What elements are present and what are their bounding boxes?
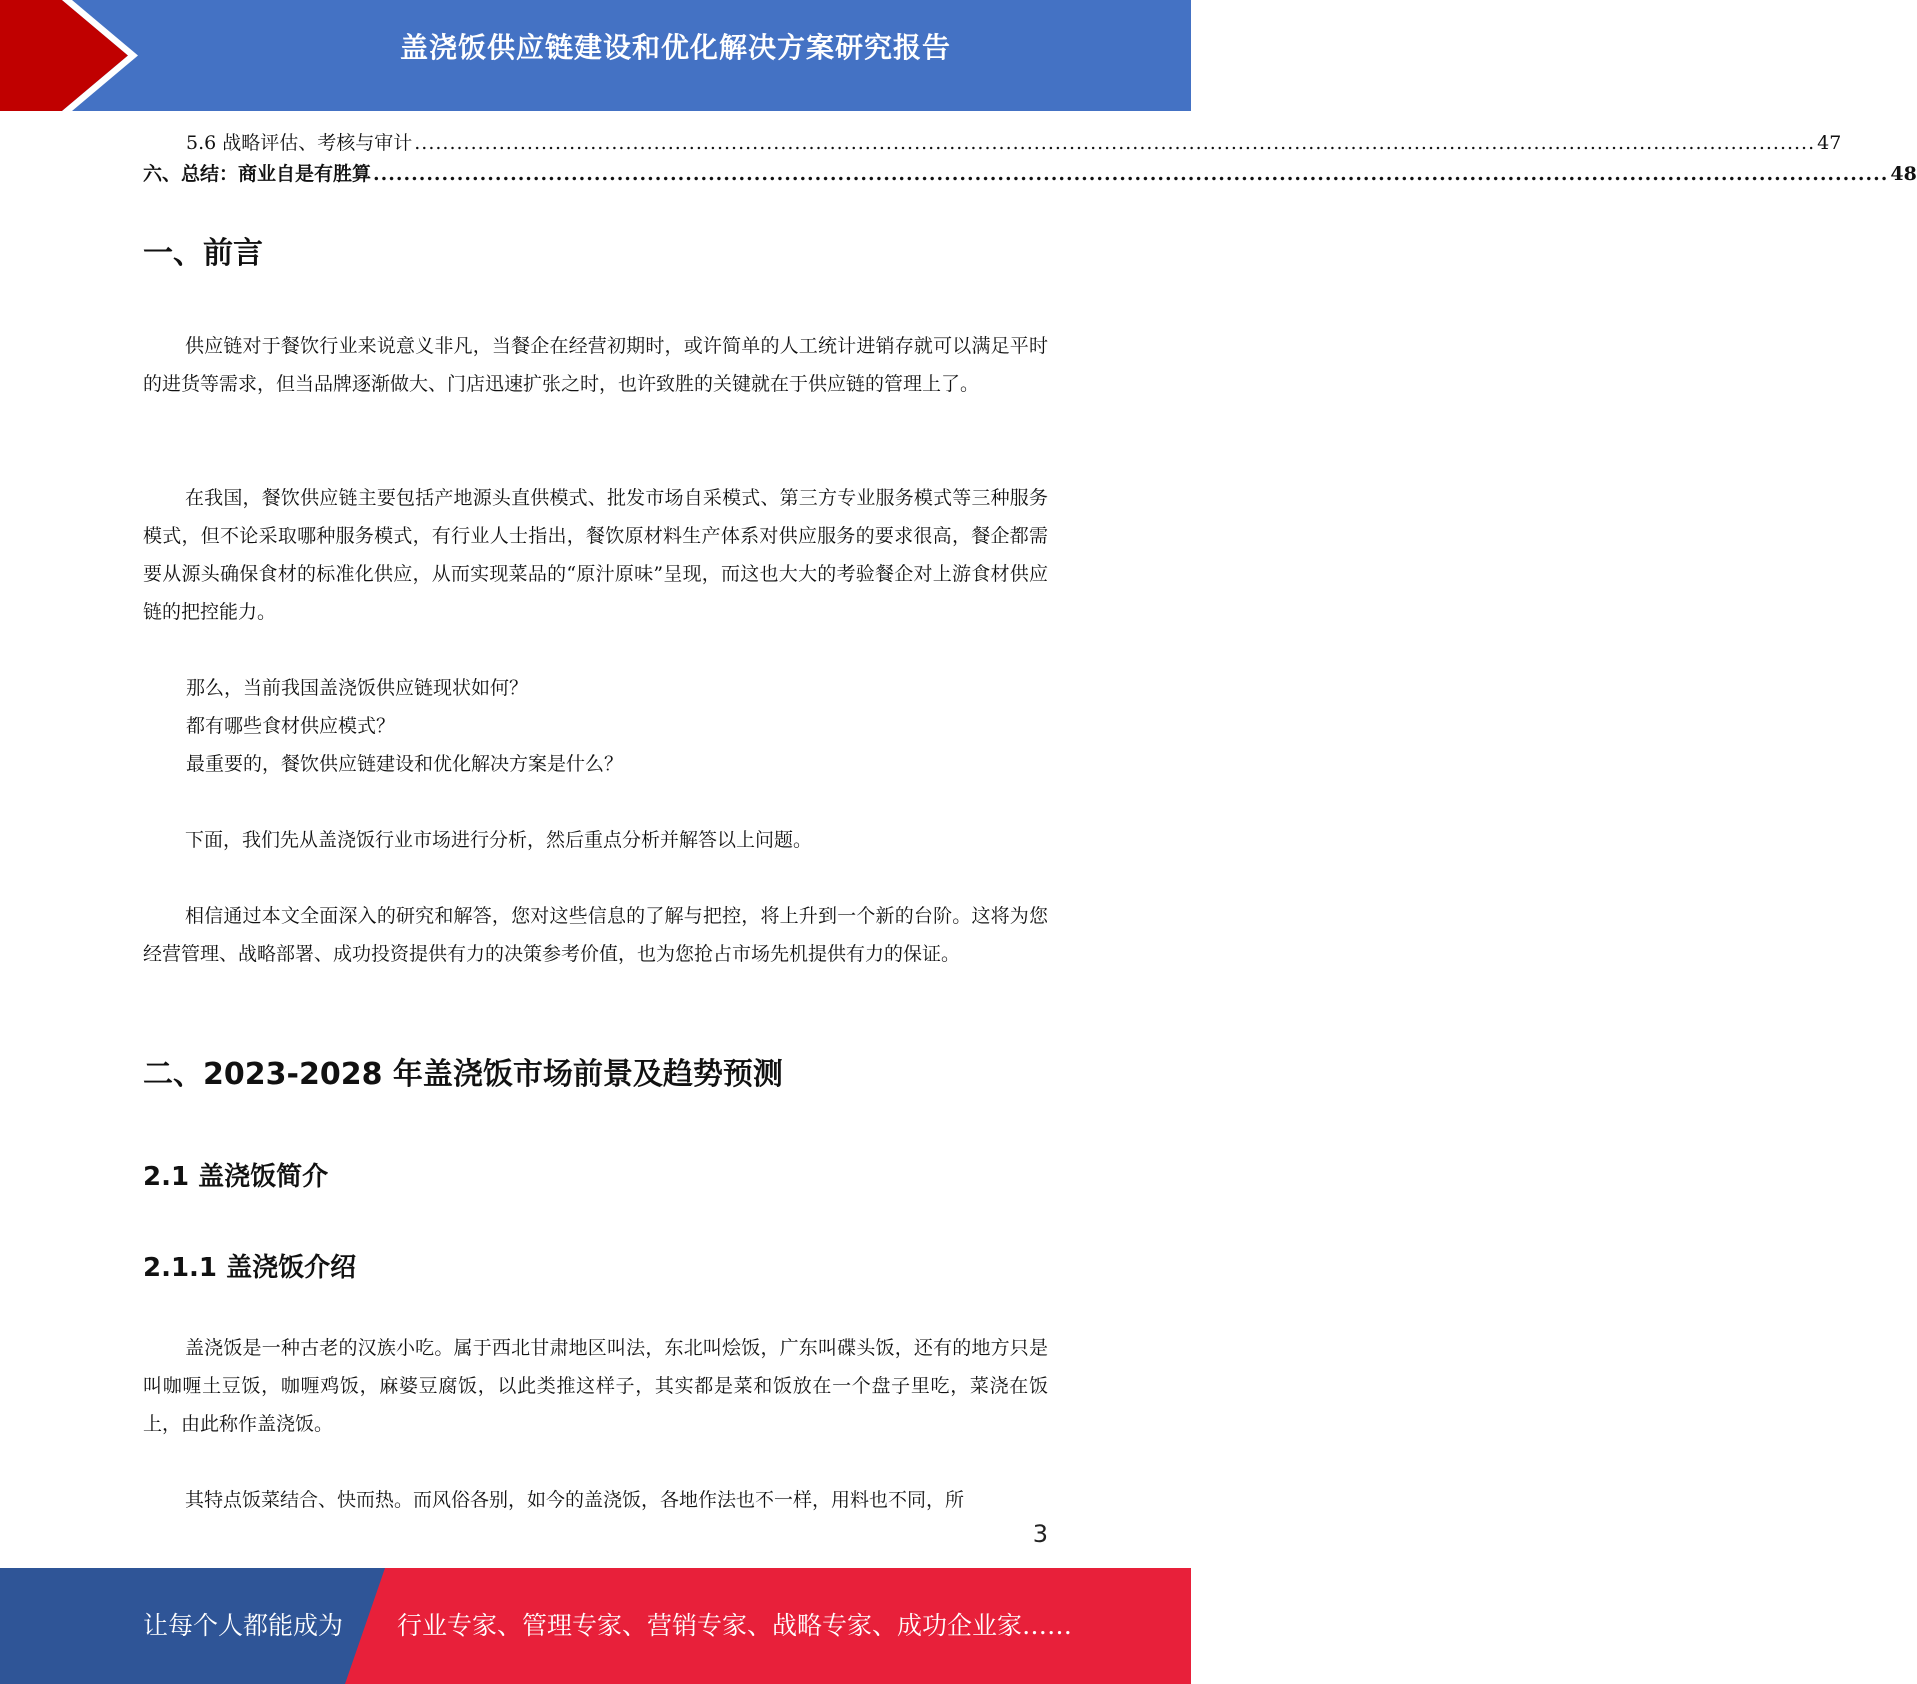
toc-leader-dots: ....................................................................................................................................................................................................... [414,132,1816,154]
page-footer [0,1568,1191,1684]
toc-entry-page: 48 [1890,163,1917,185]
paragraph: 在我国，餐饮供应链主要包括产地源头直供模式、批发市场自采模式、第三方专业服务模式等三种服务模式，但不论采取哪种服务模式，有行业人士指出，餐饮原材料生产体系对供应服务的要求很高，餐企都需要从源头确保食材的标准化供应，从而实现菜品的“原汁原味”呈现，而这也大大的考验餐企对上游食材供应链的把控能力。 [143,487,1048,623]
paragraph: 其特点饭菜结合、快而热。而风俗各别，如今的盖浇饭，各地作法也不一样，用料也不同，所 [185,1489,965,1511]
subsection-heading: 2.1 盖浇饭简介 [143,1162,329,1192]
page-header [0,0,1191,111]
toc-entry-title: 5.6 战略评估、考核与审计 [186,132,413,154]
toc-entry-page: 47 [1817,132,1842,154]
footer-slogan-right: 行业专家、管理专家、营销专家、战略专家、成功企业家…… [397,1611,1073,1640]
report-title: 盖浇饭供应链建设和优化解决方案研究报告 [399,31,951,64]
toc-entry-title: 六、总结：商业自是有胜算 [143,163,372,185]
toc-leader-dots: ....................................................................................................................................................................................................... [373,163,1889,185]
paragraph: 供应链对于餐饮行业来说意义非凡，当餐企在经营初期时，或许简单的人工统计进销存就可以满足平时的进货等需求，但当品牌逐渐做大、门店迅速扩张之时，也许致胜的关键就在于供应链的管理上了。 [143,335,1048,395]
question-line: 那么，当前我国盖浇饭供应链现状如何？ [186,677,529,699]
question-line: 都有哪些食材供应模式？ [186,715,396,737]
paragraph: 相信通过本文全面深入的研究和解答，您对这些信息的了解与把控，将上升到一个新的台阶。这将为您经营管理、战略部署、成功投资提供有力的决策参考价值，也为您抢占市场先机提供有力的保证。 [143,905,1048,965]
paragraph: 下面，我们先从盖浇饭行业市场进行分析，然后重点分析并解答以上问题。 [185,829,813,851]
section-heading-preface: 一、前言 [143,236,263,271]
toc-entry[interactable] [143,129,1842,157]
header-arrow-decoration [0,0,160,111]
paragraph: 盖浇饭是一种古老的汉族小吃。属于西北甘肃地区叫法，东北叫烩饭，广东叫碟头饭，还有的地方只是叫咖喱土豆饭，咖喱鸡饭，麻婆豆腐饭，以此类推这样子，其实都是菜和饭放在一个盘子里吃，菜浇在饭上，由此称作盖浇饭。 [143,1337,1048,1435]
page-number: 3 [1032,1520,1048,1548]
footer-slogan-left: 让每个人都能成为 [143,1611,344,1640]
subsection-heading: 2.1.1 盖浇饭介绍 [143,1253,357,1283]
section-heading-market-outlook: 二、2023-2028 年盖浇饭市场前景及趋势预测 [143,1057,783,1092]
toc-entry[interactable] [143,160,1917,188]
question-line: 最重要的，餐饮供应链建设和优化解决方案是什么？ [186,753,624,775]
